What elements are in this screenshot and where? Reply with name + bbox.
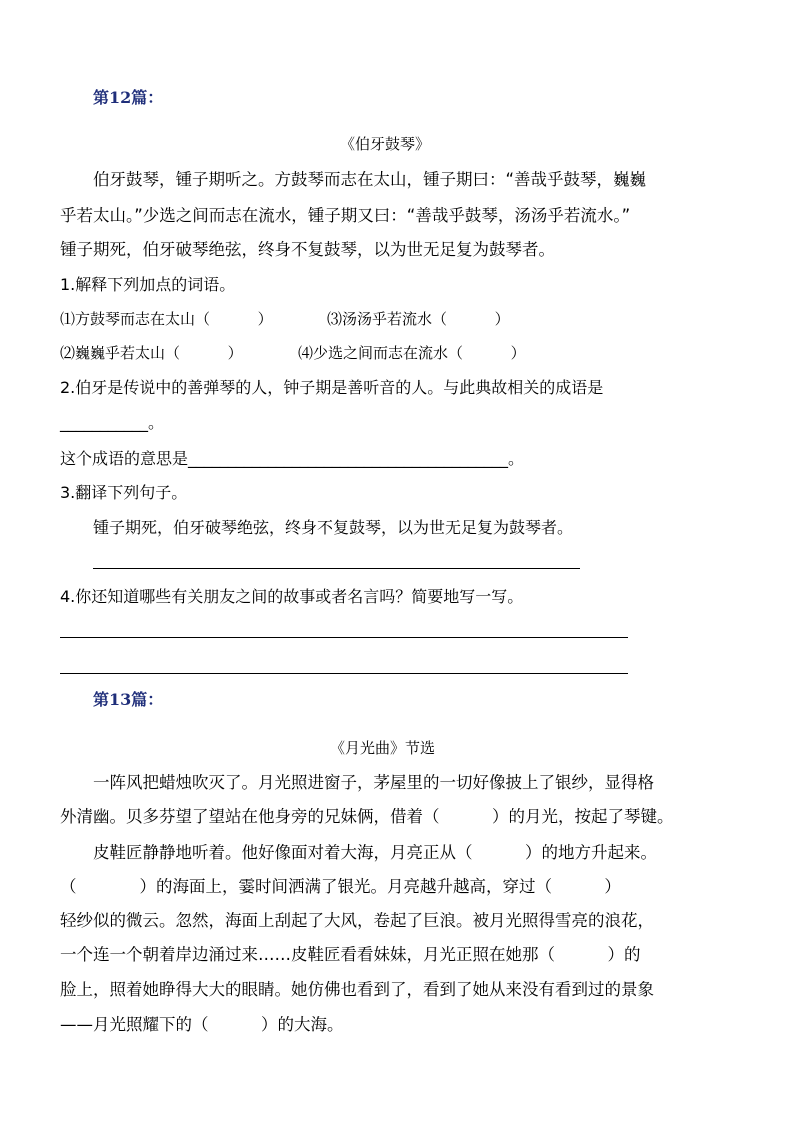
q4-answer-rule-1: [60, 637, 628, 638]
question-4: 4.你还知道哪些有关朋友之间的故事或者名言吗？简要地写一写。: [60, 587, 524, 606]
question-1: 1.解释下列加点的词语。: [60, 275, 236, 294]
q2-answer-blank: ___________。: [60, 413, 165, 432]
q1-item-3: ⑶汤汤乎若流水（ ）: [327, 310, 510, 328]
q1-item-4: ⑷少选之间而志在流水（ ）: [298, 344, 526, 362]
passage-13-line-4: （ ）的海面上，霎时间洒满了银光。月亮越升越高，穿过（ ）: [60, 877, 621, 896]
q4-answer-rule-2: [60, 673, 628, 674]
section-12-title: 《伯牙鼓琴》: [340, 135, 431, 153]
passage-13-line-8: ——月光照耀下的（ ）的大海。: [60, 1015, 344, 1034]
q1-item-1: ⑴方鼓琴而志在太山（ ）: [60, 310, 273, 328]
q3-sentence: 锺子期死，伯牙破琴绝弦，终身不复鼓琴，以为世无足复为鼓琴者。: [93, 518, 574, 537]
passage-12-line-2: 乎若太山。”少选之间而志在流水，锺子期又曰：“善哉乎鼓琴，汤汤乎若流水。”: [60, 206, 631, 225]
question-3: 3.翻译下列句子。: [60, 483, 188, 502]
passage-13-line-7: 脸上，照着她睁得大大的眼睛。她仿佛也看到了，看到了她从来没有看到过的景象: [60, 980, 654, 999]
passage-13-line-5: 轻纱似的微云。忽然，海面上刮起了大风，卷起了巨浪。被月光照得雪亮的浪花，: [60, 911, 654, 930]
passage-13-line-1: 一阵风把蜡烛吹灭了。月光照进窗子，茅屋里的一切好像披上了银纱，显得格: [93, 773, 654, 792]
passage-12-line-1: 伯牙鼓琴，锺子期听之。方鼓琴而志在太山，锺子期曰：“善哉乎鼓琴，巍巍: [93, 170, 647, 189]
q2-meaning-line: 这个成语的意思是________________________________________。: [60, 449, 525, 468]
section-13-heading: 第13篇：: [93, 690, 164, 709]
passage-12-line-3: 锺子期死，伯牙破琴绝弦，终身不复鼓琴，以为世无足复为鼓琴者。: [60, 240, 555, 259]
section-13-title: 《月光曲》节选: [330, 739, 436, 757]
q1-item-2: ⑵巍巍乎若太山（ ）: [60, 344, 243, 362]
question-2: 2.伯牙是传说中的善弹琴的人，钟子期是善听音的人。与此典故相关的成语是: [60, 378, 604, 397]
passage-13-line-6: 一个连一个朝着岸边涌过来……皮鞋匠看看妹妹，月光正照在她那（ ）的: [60, 945, 641, 964]
passage-13-line-2: 外清幽。贝多芬望了望站在他身旁的兄妹俩，借着（ ）的月光，按起了琴键。: [60, 807, 674, 826]
passage-13-line-3: 皮鞋匠静静地听着。他好像面对着大海，月亮正从（ ）的地方升起来。: [93, 843, 657, 862]
q3-answer-rule: [93, 568, 580, 569]
section-12-heading: 第12篇：: [93, 88, 164, 107]
